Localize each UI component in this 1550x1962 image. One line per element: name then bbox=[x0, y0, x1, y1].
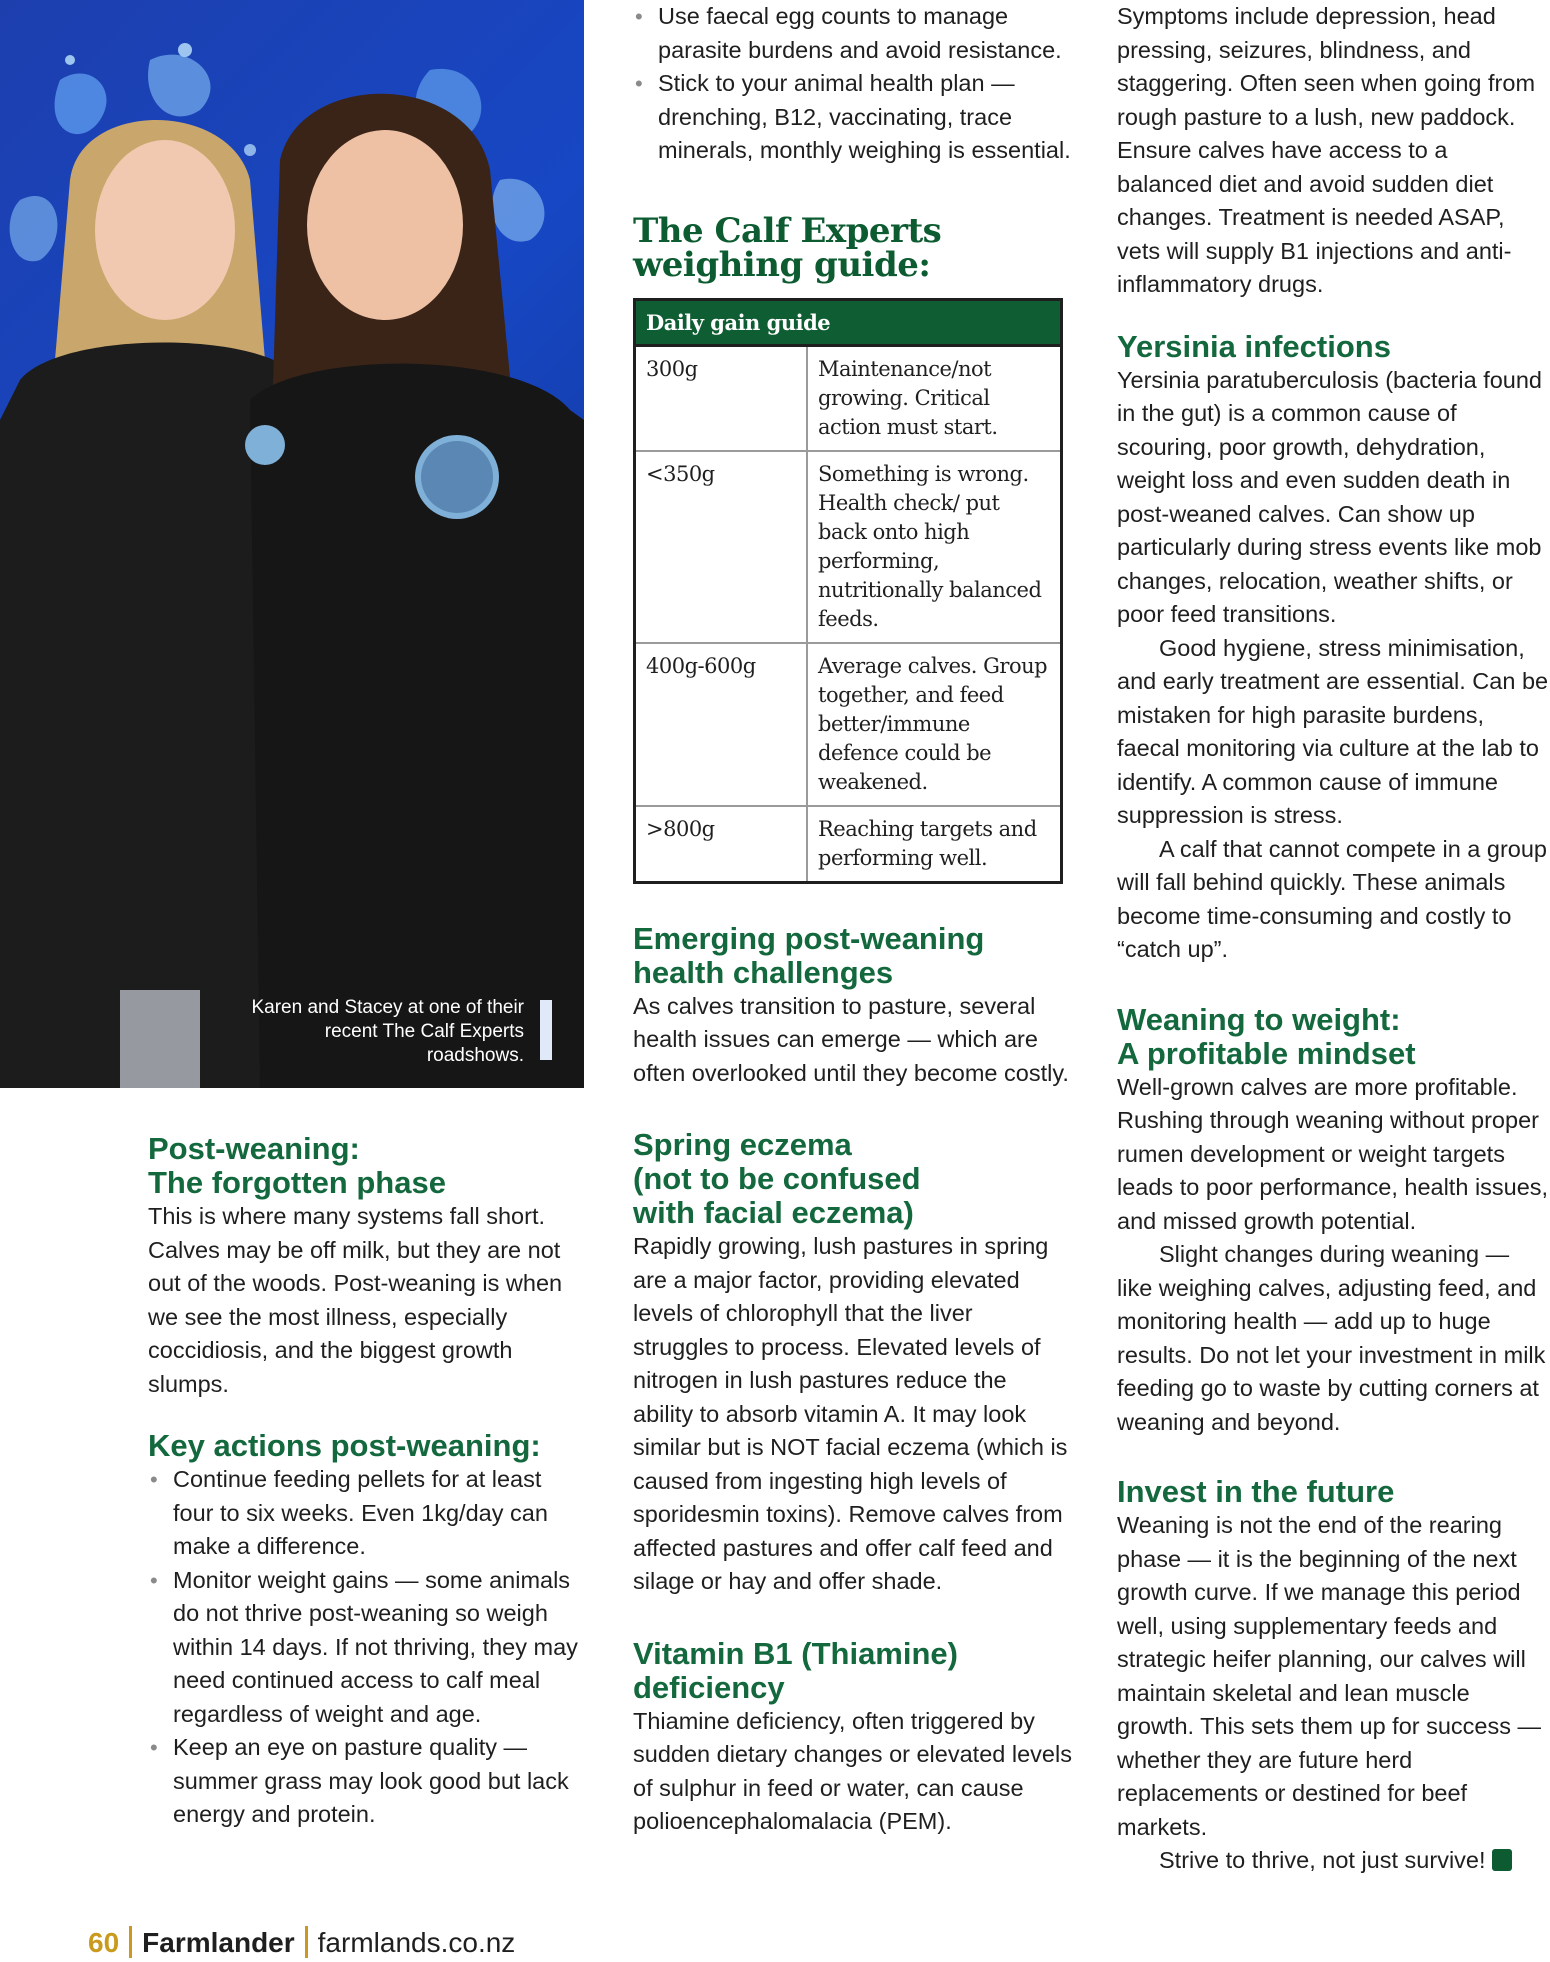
left-column bbox=[148, 1132, 588, 1832]
gain-cell: 300g bbox=[635, 345, 808, 451]
list-item: • Continue feeding pellets for at least four to six weeks. Even 1kg/day can make a difference. bbox=[148, 1463, 588, 1564]
weaning-paragraph: Well-grown calves are more profitable. Rushing through weaning without proper rumen development or weight targets leads to poor performance, health issues, and missed growth potential. bbox=[1117, 1073, 1549, 1234]
vitamin-b1-continued: Symptoms include depression, head pressing, seizures, blindness, and staggering. Often seen when going from rough pasture to a lush, new paddock. Ensure calves have access to a balanced diet and avoid sudden diet changes. Treatment is needed ASAP, vets will supply B1 injections and anti-inflammatory drugs. bbox=[1117, 3, 1536, 297]
daily-gain-table bbox=[633, 298, 1063, 884]
invest-paragraph: Weaning is not the end of the rearing phase — it is the beginning of the next growth curve. If we manage this period well, using supplementary feeds and strategic heifer planning, our calves will maintain skeletal and lean muscle growth. This sets them up for success — whether they are future herd replacements or destined for beef markets. bbox=[1117, 1512, 1542, 1840]
footer-divider bbox=[129, 1926, 132, 1958]
heading-line: The Calf Experts bbox=[633, 210, 942, 251]
photo-illustration bbox=[0, 0, 584, 1088]
spring-eczema-heading bbox=[633, 1128, 1073, 1230]
yersinia-paragraph: Yersinia paratuberculosis (bacteria found in the gut) is a common cause of scouring, poor growth, dehydration, weight loss and even sudden death in post-weaned calves. Can show up particularly during stress events like mob changes, relocation, weather shifts, or poor feed transitions. bbox=[1117, 366, 1542, 627]
heading-line: Post-weaning: bbox=[148, 1131, 360, 1166]
table-row bbox=[635, 451, 1062, 643]
list-item: • Keep an eye on pasture quality — summer grass may look good but lack energy and protein. bbox=[148, 1731, 588, 1832]
post-weaning-heading bbox=[148, 1132, 588, 1200]
page-number: 60 bbox=[88, 1927, 120, 1958]
invest-heading: Invest in the future bbox=[1117, 1474, 1395, 1509]
heading-line: A profitable mindset bbox=[1117, 1035, 1416, 1071]
table-row bbox=[635, 806, 1062, 883]
meaning-cell: Something is wrong. Health check/ put back onto high performing, nutritionally balanced feeds. bbox=[807, 451, 1062, 643]
list-item: • Monitor weight gains — some animals do not thrive post-weaning so weigh within 14 days. If not thriving, they may need continued access to calf meal regardless of weight and age. bbox=[148, 1564, 588, 1732]
footer-divider bbox=[305, 1926, 308, 1958]
table-row bbox=[635, 643, 1062, 806]
heading-line: Weaning to weight: bbox=[1117, 1001, 1401, 1037]
meaning-cell: Average calves. Group together, and feed better/immune defence could be weakened. bbox=[807, 643, 1062, 806]
weaning-paragraph: Slight changes during weaning — like weighing calves, adjusting feed, and monitoring health — add up to huge results. Do not let your investment in milk feeding go to waste by cutting corners at weaning and beyond. bbox=[1117, 1241, 1546, 1435]
spring-eczema-paragraph: Rapidly growing, lush pastures in spring are a major factor, providing elevated levels of chlorophyll that the liver struggles to process. Elevated levels of nitrogen in lush pastures reduce the ability to absorb vitamin A. It may look similar but is NOT facial eczema (which is caused from ingesting high levels of sporidesmin toxins). Remove calves from affected pastures and offer calf feed and silage or hay and offer shade. bbox=[633, 1233, 1068, 1594]
gain-cell: >800g bbox=[635, 806, 808, 883]
heading-line: Spring eczema bbox=[633, 1127, 852, 1162]
heading-line: weighing guide: bbox=[633, 244, 931, 285]
key-actions-heading: Key actions post-weaning: bbox=[148, 1428, 541, 1463]
yersinia-heading: Yersinia infections bbox=[1117, 328, 1391, 364]
photo-caption: Karen and Stacey at one of their recent The Calf Experts roadshows. bbox=[251, 997, 524, 1066]
post-weaning-paragraph: This is where many systems fall short. Calves may be off milk, but they are not out of the woods. Post-weaning is when we see the most illness, especially coccidiosis, and the biggest growth slumps. bbox=[148, 1203, 563, 1397]
footer-website-link[interactable]: farmlands.co.nz bbox=[317, 1927, 516, 1958]
weighing-guide-heading bbox=[633, 210, 1073, 285]
emerging-heading bbox=[633, 922, 1073, 990]
heading-line: (not to be confused bbox=[633, 1161, 921, 1196]
page-footer bbox=[88, 1926, 515, 1960]
yersinia-paragraph: A calf that cannot compete in a group will fall behind quickly. These animals become time-consuming and costly to “catch up”. bbox=[1117, 835, 1548, 962]
vitamin-b1-paragraph: Thiamine deficiency, often triggered by sudden dietary changes or elevated levels of sulphur in feed or water, can cause polioencephalomalacia (PEM). bbox=[633, 1707, 1072, 1834]
closing-text: Strive to thrive, not just survive! bbox=[1159, 1847, 1486, 1873]
footer-brand: Farmlander bbox=[142, 1927, 295, 1958]
heading-line: deficiency bbox=[633, 1669, 785, 1705]
meaning-cell: Maintenance/not growing. Critical action must start. bbox=[807, 345, 1062, 451]
heading-line: health challenges bbox=[633, 954, 894, 990]
table-header: Daily gain guide bbox=[635, 299, 1062, 345]
heading-line: with facial eczema) bbox=[633, 1195, 914, 1230]
closing-line bbox=[1117, 1844, 1549, 1878]
heading-line: The forgotten phase bbox=[148, 1165, 446, 1200]
farmlander-end-mark-icon: F bbox=[1492, 1849, 1512, 1871]
vitamin-b1-heading bbox=[633, 1637, 1073, 1705]
health-plan-list bbox=[633, 0, 1073, 168]
feature-photo bbox=[0, 0, 584, 1088]
key-actions-list bbox=[148, 1463, 588, 1832]
table-row bbox=[635, 345, 1062, 451]
heading-line: Vitamin B1 (Thiamine) bbox=[633, 1635, 958, 1671]
meaning-cell: Reaching targets and performing well. bbox=[818, 816, 1037, 870]
gain-cell: 400g-600g bbox=[635, 643, 808, 806]
emerging-paragraph: As calves transition to pasture, several health issues can emerge — which are often overlooked until they become costly. bbox=[633, 992, 1069, 1086]
heading-line: Emerging post-weaning bbox=[633, 920, 985, 956]
weaning-to-weight-heading bbox=[1117, 1003, 1549, 1071]
yersinia-paragraph: Good hygiene, stress minimisation, and early treatment are essential. Can be mistaken for high parasite burdens, faecal monitoring via culture at the lab to identify. A common cause of immune suppression is stress. bbox=[1117, 634, 1549, 828]
list-item: • Use faecal egg counts to manage parasite burdens and avoid resistance. bbox=[633, 0, 1073, 67]
list-item: • Stick to your animal health plan — drenching, B12, vaccinating, trace minerals, monthly weighing is essential. bbox=[633, 67, 1073, 168]
right-column bbox=[1117, 0, 1549, 1878]
gain-cell: <350g bbox=[635, 451, 808, 643]
middle-column bbox=[633, 0, 1073, 1839]
